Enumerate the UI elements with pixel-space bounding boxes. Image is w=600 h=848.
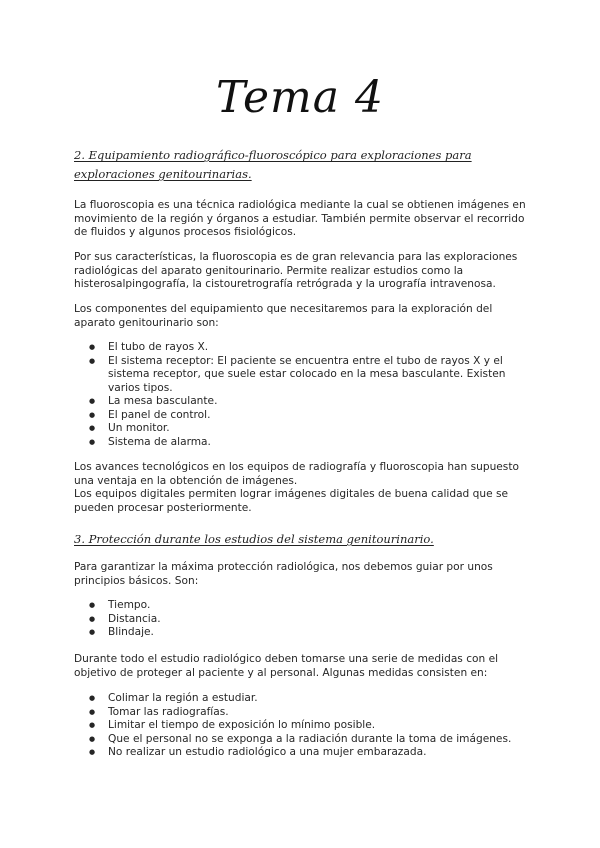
- list-item: ● Colimar la región a estudiar.: [74, 692, 530, 706]
- list-item: ● No realizar un estudio radiológico a una mujer embarazada.: [74, 746, 530, 760]
- list-item: ● Distancia.: [74, 613, 530, 627]
- list-item: ● Un monitor.: [74, 422, 530, 436]
- list-item: ● El tubo de rayos X.: [74, 341, 530, 355]
- list-item: ● Limitar el tiempo de exposición lo mínimo posible.: [74, 719, 530, 733]
- paragraph-line: Los equipos digitales permiten lograr imágenes digitales de buena calidad que se pueden procesar posteriormente.: [74, 488, 509, 514]
- list-item: ● El panel de control.: [74, 409, 530, 423]
- list-item: ● La mesa basculante.: [74, 395, 530, 409]
- section-3-paragraph-2: Durante todo el estudio radiológico deben tomarse una serie de medidas con el objetivo de proteger al paciente y al personal. Algunas medidas consisten en:: [74, 653, 499, 679]
- page-title: Tema 4: [216, 72, 384, 123]
- components-list: [74, 341, 530, 449]
- section-2-paragraph-4: [74, 461, 530, 515]
- section-2-paragraph-2: Por sus características, la fluoroscopia es de gran relevancia para las exploraciones radiológicas del aparato genitourinario. Permite realizar estudios como la histerosalpingografía, la cistouretrografía retrógrada y la urografía intravenosa.: [74, 251, 518, 290]
- section-2-paragraph-1: La fluoroscopia es una técnica radiológica mediante la cual se obtienen imágenes en movimiento de la región y órganos a estudiar. También permite observar el recorrido de fluidos y algunos procesos fisiológicos.: [74, 199, 526, 238]
- section-2-heading: 2. Equipamiento radiográfico-fluoroscópico para exploraciones para exploraciones genitourinarias.: [74, 148, 472, 181]
- section-2-paragraph-3: Los componentes del equipamiento que necesitaremos para la exploración del aparato genitourinario son:: [74, 303, 493, 329]
- section-3-paragraph-1: Para garantizar la máxima protección radiológica, nos debemos guiar por unos principios básicos. Son:: [74, 561, 493, 587]
- list-item: ● Tiempo.: [74, 599, 530, 613]
- list-item: ● Tomar las radiografías.: [74, 706, 530, 720]
- list-item: ● Que el personal no se exponga a la radiación durante la toma de imágenes.: [74, 733, 530, 747]
- list-item: ● Blindaje.: [74, 626, 530, 640]
- section-3-heading: 3. Protección durante los estudios del sistema genitourinario.: [74, 532, 434, 546]
- principles-list: [74, 599, 530, 640]
- measures-list: [74, 692, 530, 760]
- paragraph-line: Los avances tecnológicos en los equipos de radiografía y fluoroscopia han supuesto una ventaja en la obtención de imágenes.: [74, 461, 519, 487]
- list-item: ● Sistema de alarma.: [74, 436, 530, 450]
- list-item: ● El sistema receptor: El paciente se encuentra entre el tubo de rayos X y el sistema receptor, que suele estar colocado en la mesa basculante. Existen varios tipos.: [74, 355, 530, 396]
